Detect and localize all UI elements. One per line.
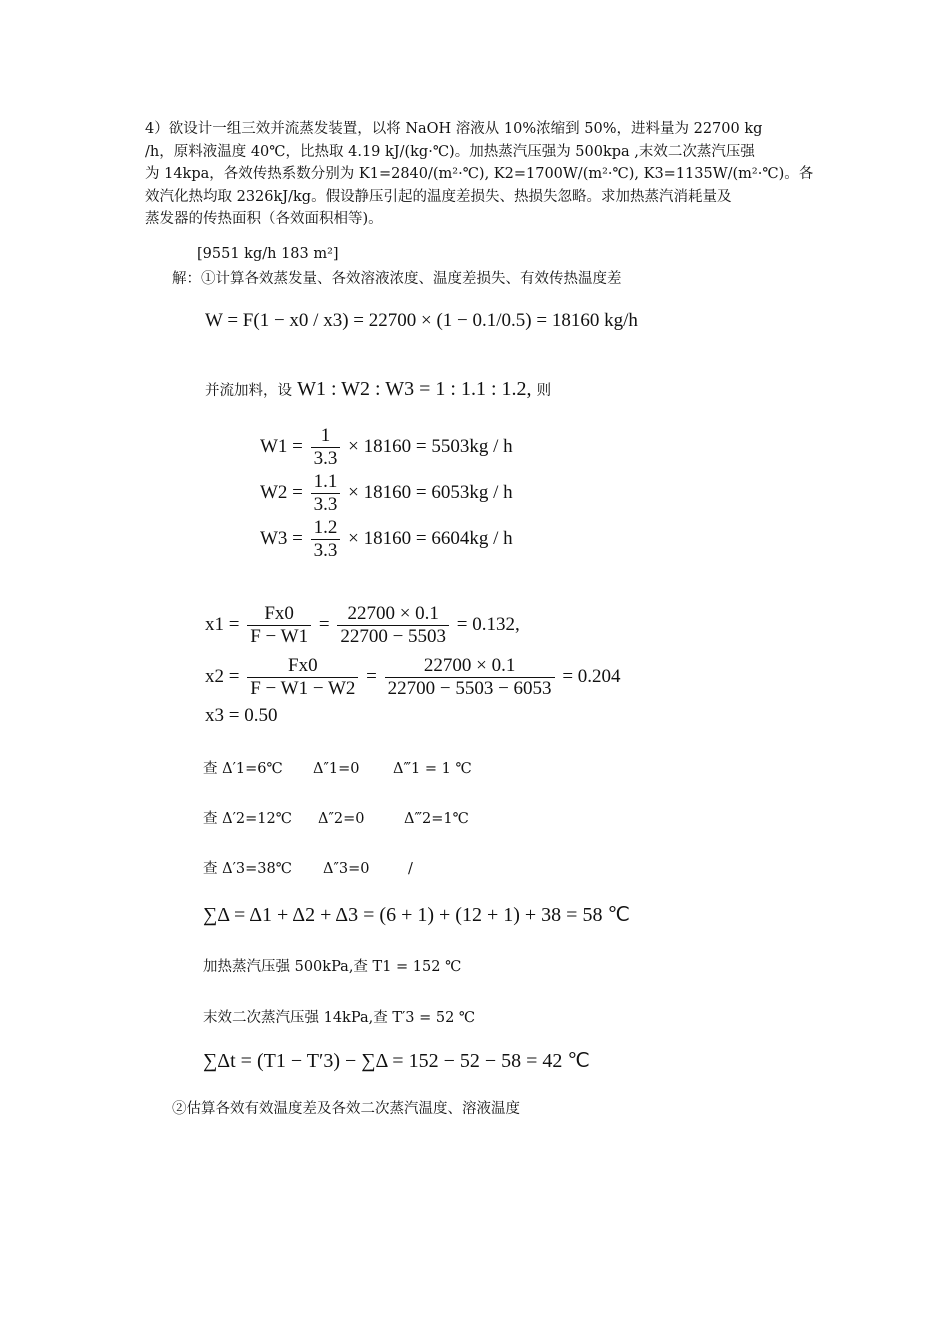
w-total-equation: W = F(1 − x0 / x3) = 22700 × (1 − 0.1/0.5) = 18160 kg/h bbox=[205, 310, 638, 331]
x1-den1: F − W1 bbox=[250, 626, 309, 647]
w3-rhs: × 18160 = 6604kg / h bbox=[348, 527, 513, 549]
delta3-b: Δ″3=0 bbox=[323, 861, 370, 877]
w1-lhs: W1 = bbox=[260, 435, 303, 457]
w3-num: 1.2 bbox=[311, 517, 341, 540]
problem-line-5: 蒸发器的传热面积（各效面积相等)。 bbox=[145, 211, 383, 227]
t1-line: 加热蒸汽压强 500kPa,查 T1 = 152 ℃ bbox=[203, 959, 462, 975]
ratio-then: 则 bbox=[536, 383, 552, 399]
x1-equation: x1 = $\frac{Fx0}{F - W1}$ = $\frac{22700 \times 0.1}{22700 - 5503}$ = 0.132, bbox=[205, 603, 520, 647]
w2-equation bbox=[260, 471, 513, 516]
x1-lhs: x1 = bbox=[205, 613, 240, 635]
x1-num2: 22700 × 0.1 bbox=[337, 603, 449, 626]
x3-equation: x3 = 0.50 bbox=[205, 705, 278, 726]
sum-dt-equation: ∑Δt = (T1 − T′3) − ∑Δ = 152 − 52 − 58 = 42 ℃ bbox=[203, 1050, 590, 1072]
w2-rhs: × 18160 = 6053kg / h bbox=[348, 481, 513, 503]
sum-delta-equation: ∑Δ = Δ1 + Δ2 + Δ3 = (6 + 1) + (12 + 1) + 38 = 58 ℃ bbox=[203, 904, 630, 926]
t3-line: 末效二次蒸汽压强 14kPa,查 T′3 = 52 ℃ bbox=[203, 1010, 476, 1026]
delta2-b: Δ″2=0 bbox=[318, 811, 365, 827]
answer: [9551 kg/h 183 m²] bbox=[197, 246, 339, 262]
x2-num1: Fx0 bbox=[247, 655, 358, 678]
delta1-a: 查 Δ′1=6℃ bbox=[203, 761, 283, 777]
w1-equation bbox=[260, 425, 513, 470]
step2-title: ②估算各效有效温度差及各效二次蒸汽温度、溶液温度 bbox=[172, 1101, 520, 1117]
w3-lhs: W3 = bbox=[260, 527, 303, 549]
w2-lhs: W2 = bbox=[260, 481, 303, 503]
w2-den: 3.3 bbox=[313, 494, 338, 515]
ratio-line bbox=[205, 378, 551, 401]
x2-lhs: x2 = bbox=[205, 665, 240, 687]
w2-num: 1.1 bbox=[311, 471, 341, 494]
problem-statement bbox=[145, 118, 814, 231]
w1-den: 3.3 bbox=[313, 448, 338, 469]
x2-equation: x2 = $\frac{Fx0}{F - W1 - W2}$ = $\frac{22700 \times 0.1}{22700 - 5503 - 6053}$ = 0.204 bbox=[205, 655, 621, 699]
w3-equation bbox=[260, 517, 513, 562]
problem-line-1: 4）欲设计一组三效并流蒸发装置，以将 NaOH 溶液从 10%浓缩到 50%，进料量为 22700 kg bbox=[145, 121, 763, 137]
problem-line-3: 为 14kpa，各效传热系数分别为 K1=2840/(m²·℃), K2=1700W/(m²·℃), K3=1135W/(m²·℃)。各 bbox=[145, 166, 814, 182]
x1-num1: Fx0 bbox=[247, 603, 311, 626]
ratio-equation: W1 : W2 : W3 = 1 : 1.1 : 1.2, bbox=[297, 378, 532, 400]
w1-num: 1 bbox=[311, 425, 341, 448]
problem-line-4: 效汽化热均取 2326kJ/kg。假设静压引起的温度差损失、热损失忽略。求加热蒸汽消耗量及 bbox=[145, 188, 732, 205]
delta3-c: / bbox=[408, 861, 413, 877]
ratio-text: 并流加料，设 bbox=[205, 383, 292, 399]
w3-den: 3.3 bbox=[313, 540, 338, 561]
delta1-c: Δ‴1 = 1 ℃ bbox=[393, 761, 472, 777]
x2-rhs: = 0.204 bbox=[562, 665, 621, 687]
delta2-a: 查 Δ′2=12℃ bbox=[203, 811, 292, 827]
problem-line-2: /h，原料液温度 40℃，比热取 4.19 kJ/(kg·℃)。加热蒸汽压强为 500kpa ,末效二次蒸汽压强 bbox=[145, 143, 755, 160]
x1-den2: 22700 − 5503 bbox=[340, 626, 447, 647]
x1-rhs: = 0.132, bbox=[456, 613, 520, 635]
delta1-b: Δ″1=0 bbox=[313, 761, 360, 777]
x2-den2: 22700 − 5503 − 6053 bbox=[387, 678, 552, 699]
x2-den1: F − W1 − W2 bbox=[250, 678, 356, 699]
delta2-c: Δ‴2=1℃ bbox=[404, 811, 469, 827]
w1-rhs: × 18160 = 5503kg / h bbox=[348, 435, 513, 457]
step1-title: 解：①计算各效蒸发量、各效溶液浓度、温度差损失、有效传热温度差 bbox=[172, 271, 622, 287]
delta3-a: 查 Δ′3=38℃ bbox=[203, 861, 292, 877]
x2-num2: 22700 × 0.1 bbox=[385, 655, 555, 678]
